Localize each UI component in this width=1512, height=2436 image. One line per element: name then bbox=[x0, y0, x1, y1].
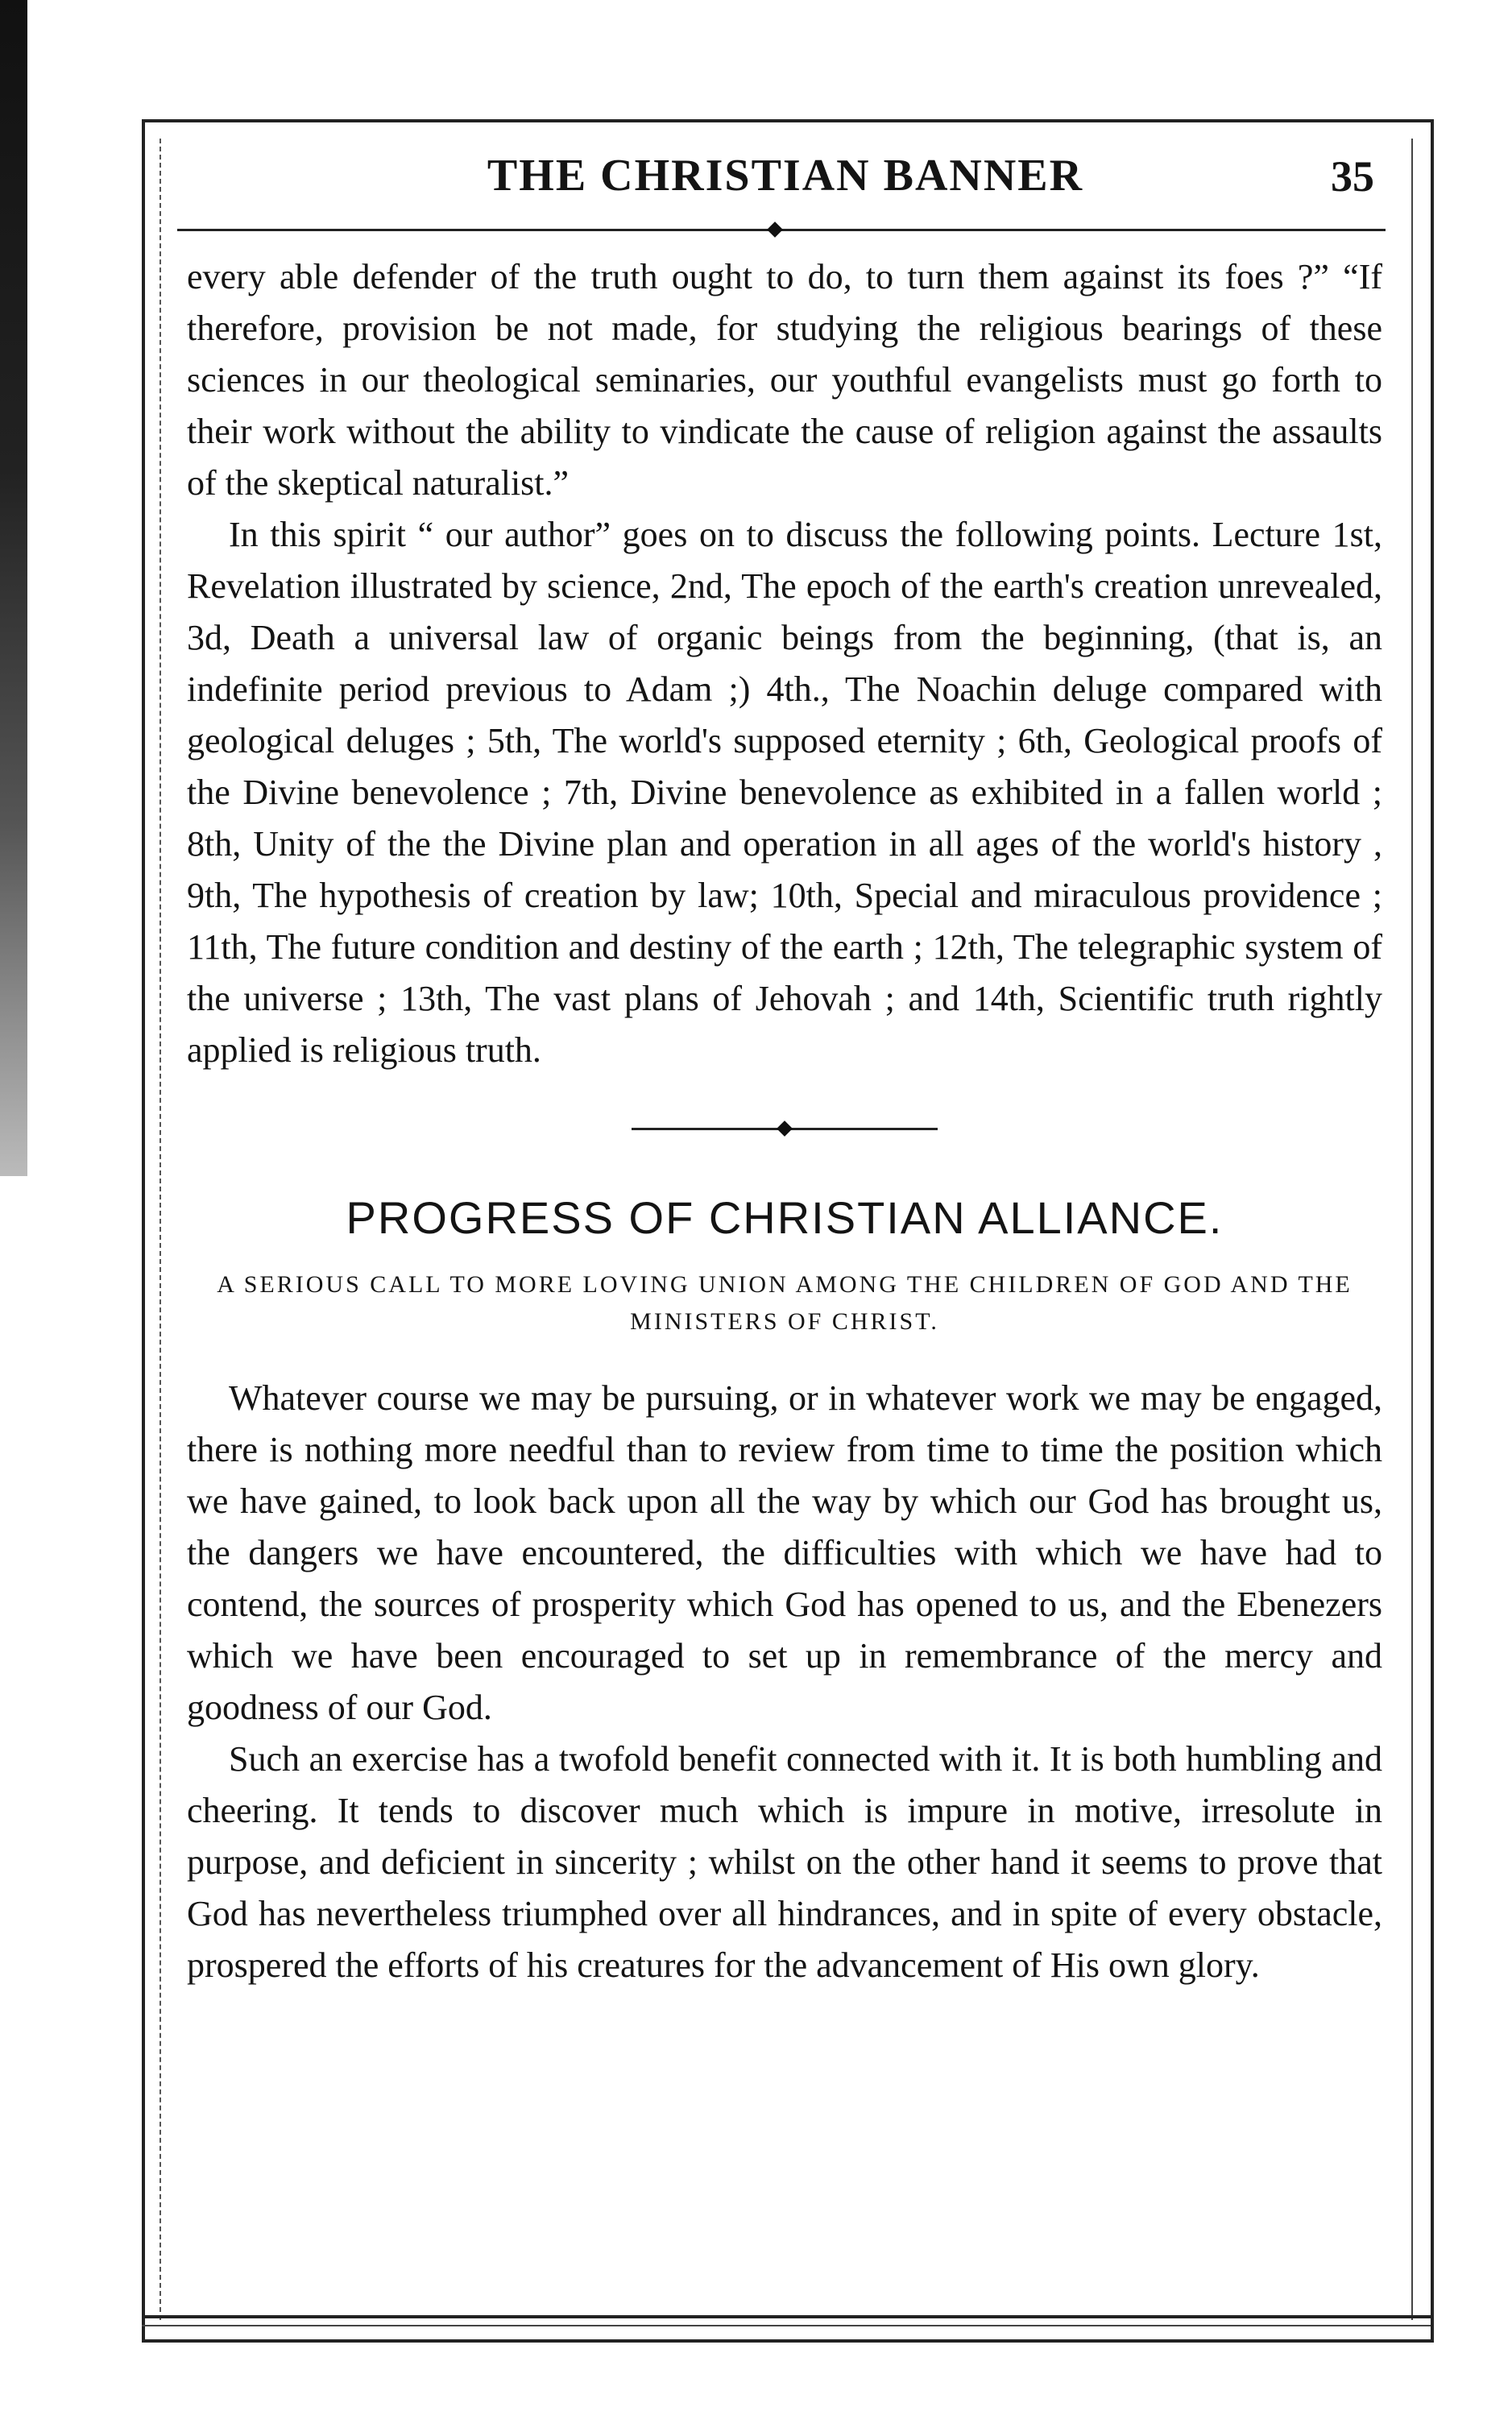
paragraph: every able defender of the truth ought to do, to turn them against its foes ?” “If therefore, provision be not made, for studying the religious bearings of these sciences in our theological seminaries, our youthful evangelists must go forth to their work without the ability to vindicate the cause of religion against the assaults of the skeptical naturalist.” bbox=[187, 257, 1382, 503]
divider-ornament bbox=[777, 1121, 793, 1137]
paragraph: Such an exercise has a twofold benefit connected with it. It is both humbling and cheering. It tends to discover much which is impure in motive, irresolute in purpose, and deficient in sincerity ; whilst on the other hand it seems to prove that God has nevertheless triumphed over all hindrances, and in spite of every obstacle, prospered the efforts of his creatures for the advancement of His own glory. bbox=[187, 1739, 1382, 1985]
running-head bbox=[177, 150, 1394, 214]
binding-edge bbox=[0, 0, 27, 1176]
bottom-rule-secondary bbox=[142, 2325, 1431, 2326]
section-heading: PROGRESS OF CHRISTIAN ALLIANCE. bbox=[346, 1192, 1224, 1243]
page-number: 35 bbox=[1331, 152, 1374, 201]
running-title: THE CHRISTIAN BANNER bbox=[487, 151, 1084, 201]
bottom-rule bbox=[142, 2315, 1431, 2318]
section-subheading: A SERIOUS CALL TO MORE LOVING UNION AMONG THE CHILDREN OF GOD AND THE MINISTERS OF CHRIST. bbox=[217, 1271, 1353, 1335]
paragraph: In this spirit “ our author” goes on to discuss the following points. Lecture 1st, Revelation illustrated by science, 2nd, The epoch of the earth's creation unrevealed, 3d, Death a universal law of organic beings from the beginning, (that is, an indefinite period previous to Adam ;) 4th., The Noachin deluge compared with geological deluges ; 5th, The world's supposed eternity ; 6th, Geological proofs of the Divine benevolence ; 7th, Divine benevolence as exhibited in a fallen world ; 8th, Unity of the the Divine plan and operation in all ages of the world's history , 9th, The hypothesis of creation by law; 10th, Special and miraculous providence ; 11th, The future condition and destiny of the earth ; 12th, The telegraphic system of the universe ; 13th, The vast plans of Jehovah ; and 14th, Scientific truth rightly applied is religious truth. bbox=[187, 515, 1382, 1070]
page-body bbox=[187, 251, 1382, 1991]
section-divider bbox=[632, 1123, 938, 1134]
paragraph: Whatever course we may be pursuing, or in whatever work we may be engaged, there is nothing more needful than to review from time to time the position which we have gained, to look back upon all the way by which our God has brought us, the dangers we have encountered, the difficulties with which we have had to contend, the sources of prosperity which God has opened to us, and the Ebenezers which we have been encouraged to set up in remembrance of the mercy and goodness of our God. bbox=[187, 1378, 1382, 1727]
